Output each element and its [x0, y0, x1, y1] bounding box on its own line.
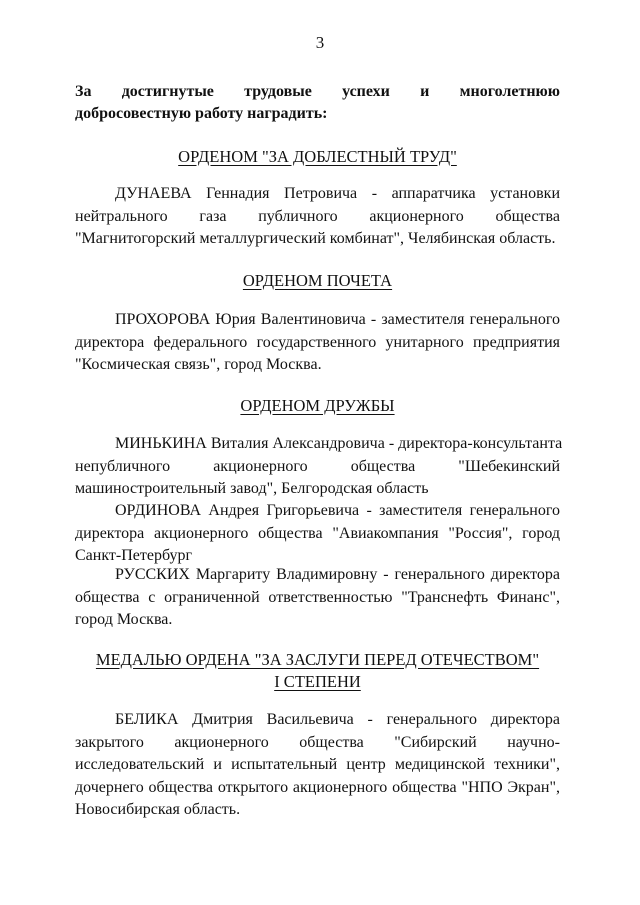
- award-entry-russkikh: [75, 564, 560, 632]
- entry-line: непубличного акционерного общества "Шебекинский: [75, 457, 560, 475]
- entry-line: машиностроительный завод", Белгородская область: [75, 480, 429, 497]
- entry-line: ОРДИНОВА Андрея Григорьевича - заместителя генерального: [115, 502, 560, 519]
- entry-line: закрытого акционерного общества "Сибирский научно-: [75, 733, 560, 751]
- entry-line: общества с ограниченной ответственностью "Транснефть Финанс",: [75, 588, 560, 606]
- entry-line: "Космическая связь", город Москва.: [75, 356, 322, 373]
- entry-line: нейтрального газа публичного акционерного общества: [75, 207, 560, 225]
- entry-line: ПРОХОРОВА Юрия Валентиновича - заместителя генерального: [115, 311, 560, 328]
- entry-line: дочернего общества открытого акционерного общества "НПО Экран",: [75, 778, 560, 796]
- page-number: 3: [315, 33, 325, 52]
- entry-line: РУССКИХ Маргариту Владимировну - генерального директора: [115, 566, 560, 583]
- entry-line: МИНЬКИНА Виталия Александровича - директора-консультанта: [115, 435, 563, 452]
- entry-line: БЕЛИКА Дмитрия Васильевича - генерального директора: [115, 711, 560, 728]
- entry-line: исследовательский и испытательный центр медицинской техники",: [75, 756, 560, 773]
- award-heading-degree: I СТЕПЕНИ: [274, 672, 361, 691]
- intro-line-1: За достигнутые трудовые успехи и многолетнюю: [75, 83, 560, 100]
- award-entry-minkin: [75, 433, 563, 501]
- award-entry-dunaev: [75, 183, 560, 251]
- entry-line: директора акционерного общества "Авиакомпания "Россия", город: [75, 524, 560, 542]
- award-heading-order-of-honour: ОРДЕНОМ ПОЧЕТА: [242, 271, 393, 290]
- entry-line: "Магнитогорский металлургический комбинат", Челябинская область.: [75, 230, 556, 247]
- award-heading-merit-medal: МЕДАЛЬЮ ОРДЕНА "ЗА ЗАСЛУГИ ПЕРЕД ОТЕЧЕСТВОМ": [95, 650, 540, 669]
- entry-line: город Москва.: [75, 611, 173, 628]
- entry-line: Новосибирская область.: [75, 801, 241, 818]
- award-heading-order-of-friendship: ОРДЕНОМ ДРУЖБЫ: [240, 396, 395, 415]
- intro-line-2: добросовестную работу наградить:: [75, 105, 328, 122]
- award-heading-valiant-labour: ОРДЕНОМ "ЗА ДОБЛЕСТНЫЙ ТРУД": [178, 147, 457, 166]
- award-entry-prokhorov: [75, 309, 560, 377]
- award-entry-ordinov: [75, 500, 560, 568]
- entry-line: директора федерального государственного унитарного предприятия: [75, 333, 560, 351]
- entry-line: ДУНАЕВА Геннадия Петровича - аппаратчика установки: [115, 185, 560, 202]
- entry-line: Санкт-Петербург: [75, 547, 193, 564]
- award-entry-belik: [75, 709, 560, 822]
